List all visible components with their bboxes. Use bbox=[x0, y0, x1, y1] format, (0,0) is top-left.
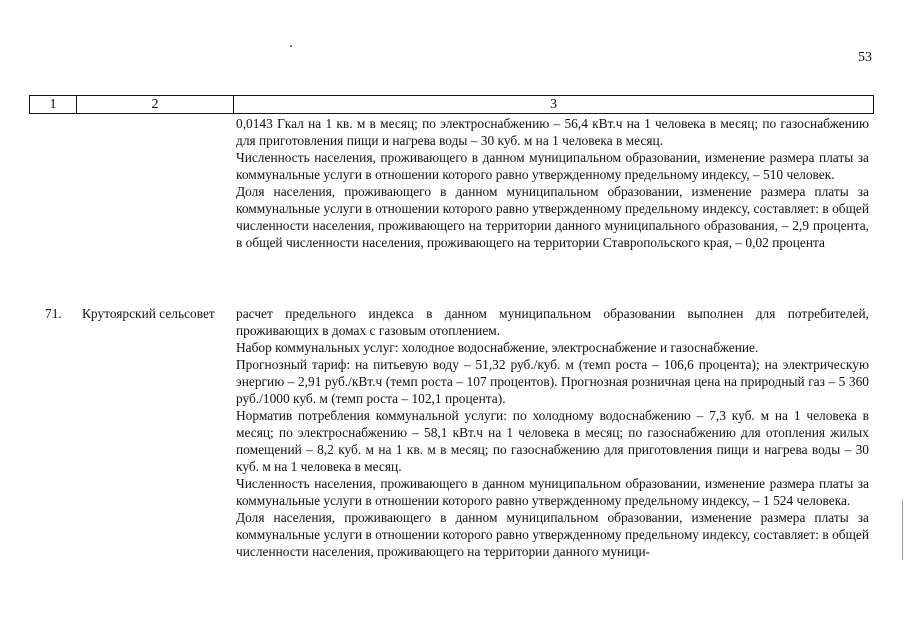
paragraph: 0,0143 Гкал на 1 кв. м в месяц; по электроснабжению – 56,4 кВт.ч на 1 человека в месяц; по газоснабжению для приготовления пищи и нагрева воды – 30 куб. м на 1 человека в месяц. bbox=[236, 116, 869, 148]
paragraph: расчет предельного индекса в данном муниципальном образовании выполнен для потребителей, проживающих в домах с газовым отоплением. bbox=[236, 306, 869, 338]
header-col-1: 1 bbox=[30, 96, 77, 113]
header-col-3: 3 bbox=[550, 97, 557, 112]
scan-edge-line bbox=[902, 500, 903, 560]
page-number: 53 bbox=[858, 50, 872, 65]
paragraph: Численность населения, проживающего в данном муниципальном образовании, изменение размера платы за коммунальные услуги в отношении которого равно утвержденному предельному индексу, – 510 человек. bbox=[236, 150, 869, 182]
continuation-text bbox=[236, 115, 869, 251]
header-col-2: 2 bbox=[77, 96, 234, 113]
table-header-row bbox=[29, 95, 874, 114]
paragraph: Доля населения, проживающего в данном муниципальном образовании, изменение размера платы за коммунальные услуги в отношении которого равно утвержденному предельному индексу, составляет: в общей численности населения, проживающего на территории данного муниципального образования, – 2,9 процента, в общей численности населения, проживающего на территории Ставропольского края, – 0,02 процента bbox=[236, 184, 869, 250]
paragraph: Прогнозный тариф: на питьевую воду – 51,32 руб./куб. м (темп роста – 106,6 процента); на электрическую энергию – 2,91 руб./кВт.ч (темп роста – 107 процентов). Прогнозная розничная цена на природный газ – 5 360 руб./1000 куб. м (темп роста – 102,1 процента). bbox=[236, 357, 869, 406]
paragraph: Норматив потребления коммунальной услуги: по холодному водоснабжению – 7,3 куб. м на 1 человека в месяц; по электроснабжению – 58,1 кВт.ч на 1 человека в месяц; по газоснабжению для отопления жилых помещений – 8,2 куб. м на 1 кв. м в месяц; по газоснабжению для приготовления пищи и нагрева воды – 30 куб. м на 1 человека в месяц. bbox=[236, 408, 869, 474]
paragraph: Набор коммунальных услуг: холодное водоснабжение, электроснабжение и газоснабжение. bbox=[236, 340, 759, 355]
row-description bbox=[236, 305, 869, 560]
paragraph: Численность населения, проживающего в данном муниципальном образовании, изменение размера платы за коммунальные услуги в отношении которого равно утвержденному предельному индексу, – 1 524 человека. bbox=[236, 476, 869, 508]
scan-speck bbox=[290, 45, 292, 47]
municipality-name: Крутоярский сельсовет bbox=[82, 306, 215, 321]
paragraph: Доля населения, проживающего в данном муниципальном образовании, изменение размера платы за коммунальные услуги в отношении которого равно утвержденному предельному индексу, составляет: в общей численности населения, проживающего на территории данного муници- bbox=[236, 510, 869, 559]
row-number: 71. bbox=[45, 306, 62, 321]
